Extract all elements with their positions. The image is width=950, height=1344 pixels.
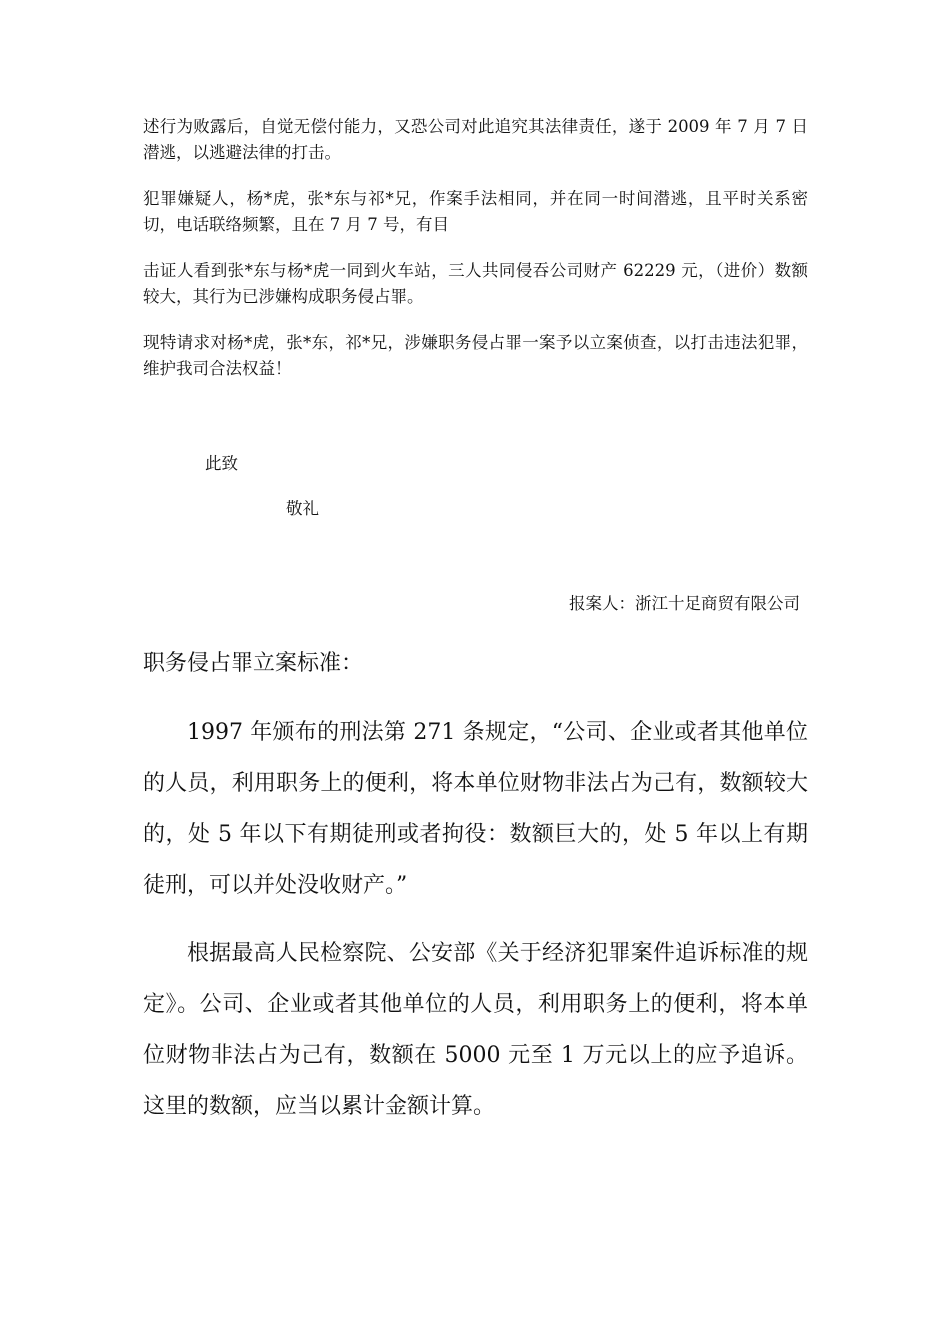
salutation-ci-zhi: 此致 (205, 454, 238, 473)
standard-heading: 职务侵占罪立案标准： (143, 651, 364, 676)
letter-paragraph-2: 犯罪嫌疑人，杨*虎，张*东与祁*兄，作案手法相同，并在同一时间潜逃，且平时关系密切，电话联络频繁，且在 7 月 7 号，有目 (143, 189, 808, 234)
letter-paragraph-3: 击证人看到张*东与杨*虎一同到火车站，三人共同侵吞公司财产 62229 元，（进价）数额较大，其行为已涉嫌构成职务侵占罪。 (143, 261, 808, 306)
letter-paragraph-4: 现特请求对杨*虎，张*东，祁*兄，涉嫌职务侵占罪一案予以立案侦查，以打击违法犯罪，维护我司合法权益！ (143, 333, 808, 378)
reporter-signature: 报案人：浙江十足商贸有限公司 (569, 594, 800, 613)
standard-paragraph-2: 根据最高人民检察院、公安部《关于经济犯罪案件追诉标准的规定》。公司、企业或者其他单位的人员，利用职务上的便利，将本单位财物非法占为己有，数额在 5000 元至 1 万元以上的应予追诉。这里的数额，应当以累计金额计算。 (143, 941, 808, 1119)
salutation-jing-li: 敬礼 (286, 499, 319, 518)
letter-paragraph-1: 述行为败露后，自觉无偿付能力，又恐公司对此追究其法律责任，遂于 2009 年 7 月 7 日潜逃，以逃避法律的打击。 (143, 117, 808, 162)
standard-paragraph-1: 1997 年颁布的刑法第 271 条规定，“公司、企业或者其他单位的人员，利用职务上的便利，将本单位财物非法占为己有，数额较大的，处 5 年以下有期徒刑或者拘役：数额巨大的，处 5 年以上有期徒刑，可以并处没收财产。” (143, 720, 808, 898)
